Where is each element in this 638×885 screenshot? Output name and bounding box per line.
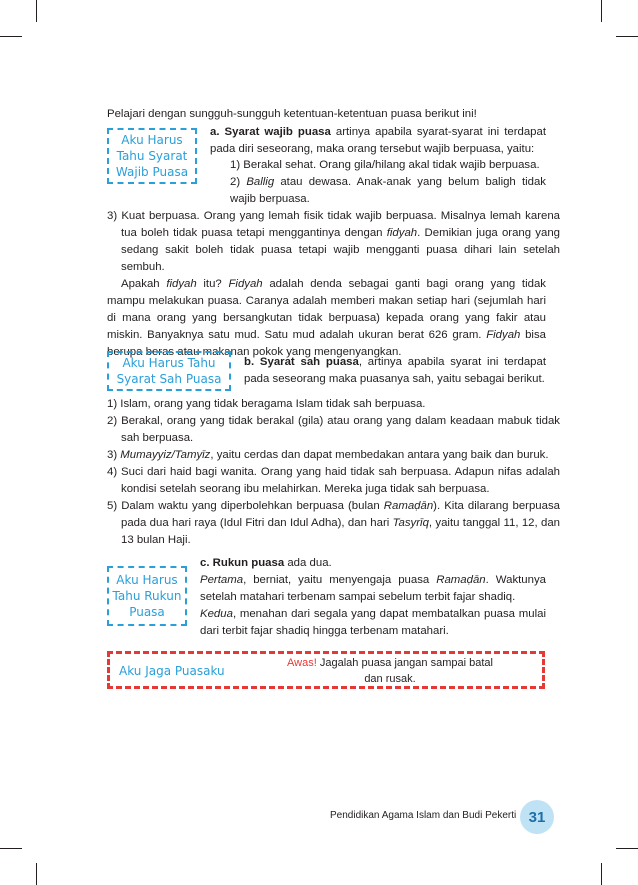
text: Apakah bbox=[121, 278, 167, 290]
term: fidyah bbox=[166, 278, 197, 290]
rukun-paragraph bbox=[200, 572, 546, 606]
page-number: 31 bbox=[520, 800, 554, 834]
crop-mark bbox=[0, 848, 22, 849]
crop-mark bbox=[0, 36, 22, 37]
section-text: artinya apabila syarat-syarat ini terdapat pada diri seseorang, maka orang tersebut wajib berpuasa, yaitu: bbox=[210, 126, 546, 155]
box-line: Wajib Puasa bbox=[115, 165, 189, 179]
list-item: 4) Suci dari haid bagi wanita. Orang yang haid tidak sah berpuasa. Adapun nifas adalah kondisi setelah seorang ibu melahirkan. Mereka juga tidak sah berpuasa. bbox=[107, 466, 560, 495]
term: Ramaḍān bbox=[436, 574, 486, 586]
item-text: atau dewasa. Anak-anak yang belum baligh tidak wajib berpuasa. bbox=[230, 176, 547, 205]
footer-book-title: Pendidikan Agama Islam dan Budi Pekerti bbox=[330, 810, 517, 821]
text: , berniat, yaitu menyengaja puasa bbox=[243, 574, 437, 586]
term: Ballig bbox=[246, 176, 275, 188]
intro-text: Pelajari dengan sungguh-sungguh ketentuan-ketentuan puasa berikut ini! bbox=[107, 108, 477, 120]
banner-label: Aku Jaga Puasaku bbox=[119, 664, 225, 678]
box-line: Aku Harus bbox=[116, 573, 178, 587]
text: . Waktunya setelah matahari terbenam sampai sebelum terbit fajar shadiq. bbox=[200, 574, 547, 603]
list-item bbox=[107, 208, 560, 276]
crop-mark bbox=[601, 0, 602, 22]
crop-mark bbox=[616, 36, 638, 37]
section-text: , artinya apabila syarat ini terdapat pada seseorang maka puasanya sah, yaitu sebagai berikut. bbox=[244, 356, 546, 385]
label-box-syarat-sah bbox=[107, 351, 231, 391]
item-text: 3) Kuat berpuasa. Orang yang lemah fisik tidak wajib berpuasa. Misalnya lemah karena tua boleh tidak puasa tetapi menggantinya dengan bbox=[107, 210, 560, 239]
box-line: Puasa bbox=[129, 605, 165, 619]
term: Kedua bbox=[200, 608, 233, 620]
box-line: Tahu Rukun bbox=[112, 589, 182, 603]
term: Ramaḍān bbox=[383, 500, 434, 512]
awas-label: Awas! bbox=[287, 657, 317, 669]
crop-mark bbox=[616, 848, 638, 849]
fidyah-paragraph bbox=[107, 276, 546, 361]
box-line: Syarat Sah Puasa bbox=[116, 372, 222, 386]
item-text: , yaitu cerdas dan dapat membedakan antara yang baik dan buruk. bbox=[210, 449, 549, 461]
label-box-rukun bbox=[107, 566, 187, 626]
crop-mark bbox=[601, 863, 602, 885]
banner-text: Jagalah puasa jangan sampai batal bbox=[316, 657, 493, 669]
term: Tasyrīq bbox=[392, 517, 429, 529]
term: Mumayyiz/Tamyīz bbox=[120, 449, 211, 461]
banner-message bbox=[270, 655, 510, 687]
crop-mark bbox=[36, 863, 37, 885]
crop-mark bbox=[36, 0, 37, 22]
list-item: 1) Berakal sehat. Orang gila/hilang akal tidak wajib berpuasa. bbox=[230, 159, 540, 171]
item-prefix: 3) bbox=[107, 449, 121, 461]
rukun-heading bbox=[200, 555, 332, 572]
text: bisa berupa beras atau makanan pokok yang mengenyangkan. bbox=[107, 329, 546, 358]
box-line: Aku Harus Tahu bbox=[122, 356, 216, 370]
box-line: Aku Harus bbox=[121, 133, 183, 147]
term: Fidyah bbox=[486, 329, 521, 341]
box-line: Tahu Syarat bbox=[116, 149, 188, 163]
list-item bbox=[230, 174, 546, 208]
text: adalah denda sebagai ganti bagi orang yang tidak mampu melakukan puasa. Caranya adalah memberi makan setiap hari (sejumlah hari di mana orang yang bersangkutan tidak berpuasa) kepada orang yang fakir atau miskin. Banyaknya satu mud. Satu mud adalah ukuran berat 626 gram. bbox=[107, 278, 546, 341]
item-prefix: 2) bbox=[230, 176, 247, 188]
term: fidyah bbox=[386, 227, 418, 239]
rukun-paragraph bbox=[200, 606, 546, 640]
section-heading: c. Rukun puasa bbox=[200, 557, 285, 569]
item-text: , yaitu tanggal 11, 12, dan 13 bulan Haji. bbox=[121, 517, 560, 546]
term: Pertama bbox=[200, 574, 244, 586]
item-text: ). Kita dilarang berpuasa pada dua hari raya (Idul Fitri dan Idul Adha), dan hari bbox=[121, 500, 560, 529]
banner-text: dan rusak. bbox=[364, 673, 416, 685]
syarat-wajib-paragraph bbox=[210, 124, 546, 158]
section-heading: b. Syarat sah puasa bbox=[244, 356, 359, 368]
list-item bbox=[107, 498, 560, 549]
syarat-sah-paragraph bbox=[244, 354, 546, 388]
section-heading: a. Syarat wajib puasa bbox=[210, 126, 331, 138]
list-item: 2) Berakal, orang yang tidak berakal (gila) atau orang yang dalam keadaan mabuk tidak sah berpuasa. bbox=[107, 415, 560, 444]
text: , menahan dari segala yang dapat membatalkan puasa mulai dari terbit fajar shadiq hingga terbenam matahari. bbox=[200, 608, 546, 637]
text: itu? bbox=[196, 278, 229, 290]
section-text: ada dua. bbox=[284, 557, 332, 569]
term: Fidyah bbox=[228, 278, 263, 290]
list-item: 1) Islam, orang yang tidak beragama Islam tidak sah berpuasa. bbox=[107, 398, 426, 410]
label-box-syarat-wajib bbox=[107, 128, 197, 184]
list-item bbox=[107, 447, 560, 464]
item-text: . Demikian juga orang yang sedang sakit boleh tidak puasa tetapi wajib mengganti puasa dihari lain setelah sembuh. bbox=[121, 227, 561, 273]
item-text: 5) Dalam waktu yang diperbolehkan berpuasa (bulan bbox=[107, 500, 384, 512]
